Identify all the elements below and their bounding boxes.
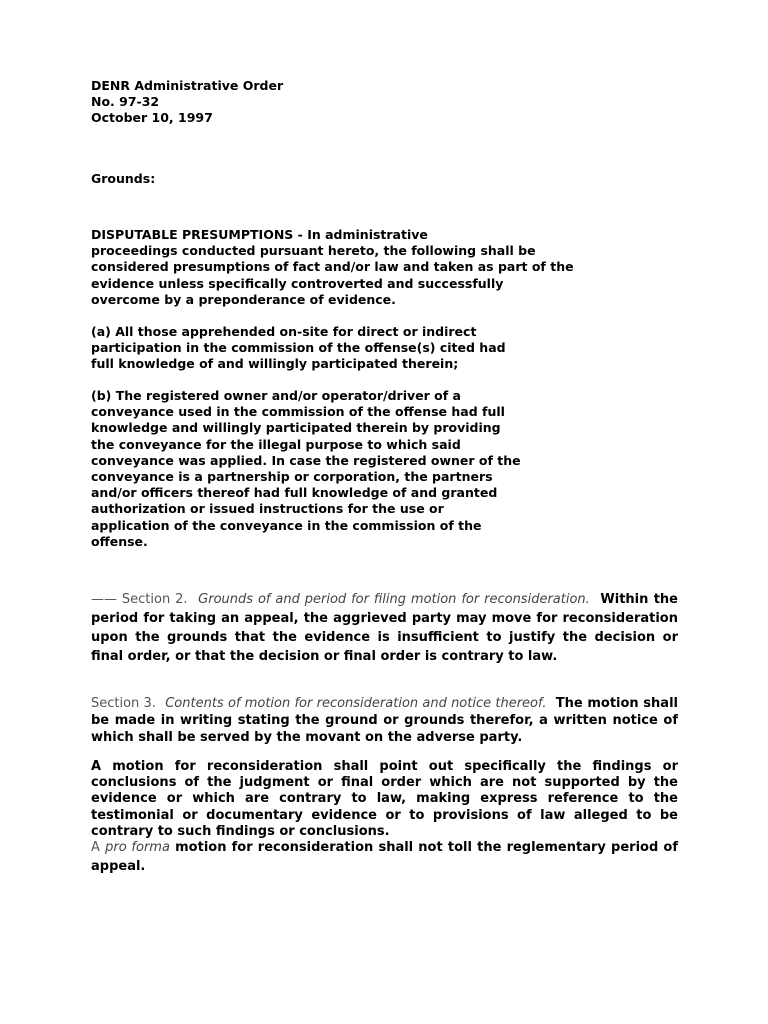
section-3-paragraph	[91, 695, 678, 747]
order-title: DENR Administrative Order	[91, 78, 284, 93]
item-b-line: knowledge and willingly participated therein by providing	[91, 420, 501, 436]
grounds-label-text: Grounds:	[91, 171, 156, 186]
order-date: October 10, 1997	[91, 110, 213, 126]
presumptions-paragraph	[91, 227, 574, 308]
pro-forma-article: A	[91, 840, 100, 855]
item-b-line: conveyance is a partnership or corporation, the partners	[91, 469, 493, 485]
section-3-title: Contents of motion for reconsideration and notice thereof.	[165, 696, 547, 711]
presumptions-line: proceedings conducted pursuant hereto, the following shall be	[91, 243, 536, 259]
item-b-line: conveyance was applied. In case the registered owner of the	[91, 452, 521, 468]
item-a-line: full knowledge of and willingly participated therein;	[91, 356, 459, 372]
pro-forma-paragraph	[91, 838, 678, 876]
presumption-item-a	[91, 324, 506, 373]
order-number: No. 97-32	[91, 94, 160, 110]
section-2-body: Within the period for taking an appeal, the aggrieved party may move for reconsideration upon the grounds that the evidence is insufficient to justify the decision or final order, or that the decision or final order is contrary to law.	[91, 592, 678, 664]
presumptions-lead: DISPUTABLE PRESUMPTIONS	[91, 227, 294, 242]
motion-content-paragraph	[91, 759, 678, 840]
section-3-body: The motion shall be made in writing stating the ground or grounds therefor, a written notice of which shall be served by the movant on the adverse party.	[91, 696, 678, 746]
presumptions-line: overcome by a preponderance of evidence.	[91, 291, 396, 307]
pro-forma-term: pro forma	[105, 840, 170, 855]
item-b-line: application of the conveyance in the commission of the	[91, 517, 482, 533]
item-b-line: the conveyance for the illegal purpose to which said	[91, 436, 461, 452]
presumption-item-b	[91, 388, 521, 550]
grounds-label	[91, 171, 155, 187]
item-b-line: conveyance used in the commission of the offense had full	[91, 404, 505, 420]
section-3-prefix: Section 3.	[91, 696, 156, 711]
presumptions-line: considered presumptions of fact and/or law and taken as part of the	[91, 259, 574, 275]
section-2-prefix: —— Section 2.	[91, 592, 188, 607]
order-header	[91, 78, 283, 127]
item-a-line: (a) All those apprehended on-site for direct or indirect	[91, 324, 477, 339]
presumptions-line-1-rest: - In administrative	[293, 227, 428, 242]
presumptions-line: evidence unless specifically controverted and successfully	[91, 275, 504, 291]
section-2-title: Grounds of and period for filing motion for reconsideration.	[198, 592, 590, 607]
pro-forma-rest: motion for reconsideration shall not toll the reglementary period of appeal.	[91, 840, 679, 874]
section-2-paragraph	[91, 590, 678, 666]
item-a-line: participation in the commission of the offense(s) cited had	[91, 340, 506, 356]
item-b-line: (b) The registered owner and/or operator/driver of a	[91, 388, 461, 403]
item-b-line: offense.	[91, 533, 148, 549]
presumptions-line-1	[91, 227, 574, 243]
motion-content-text: A motion for reconsideration shall point out specifically the findings or conclusions of the judgment or final order which are not supported by the evidence or which are contrary to law, making express reference to the testimonial or documentary evidence or to provisions of law alleged to be contrary to such findings or conclusions.	[91, 759, 678, 839]
item-b-line: authorization or issued instructions for the use or	[91, 501, 444, 517]
item-b-line: and/or officers thereof had full knowledge of and granted	[91, 485, 498, 501]
